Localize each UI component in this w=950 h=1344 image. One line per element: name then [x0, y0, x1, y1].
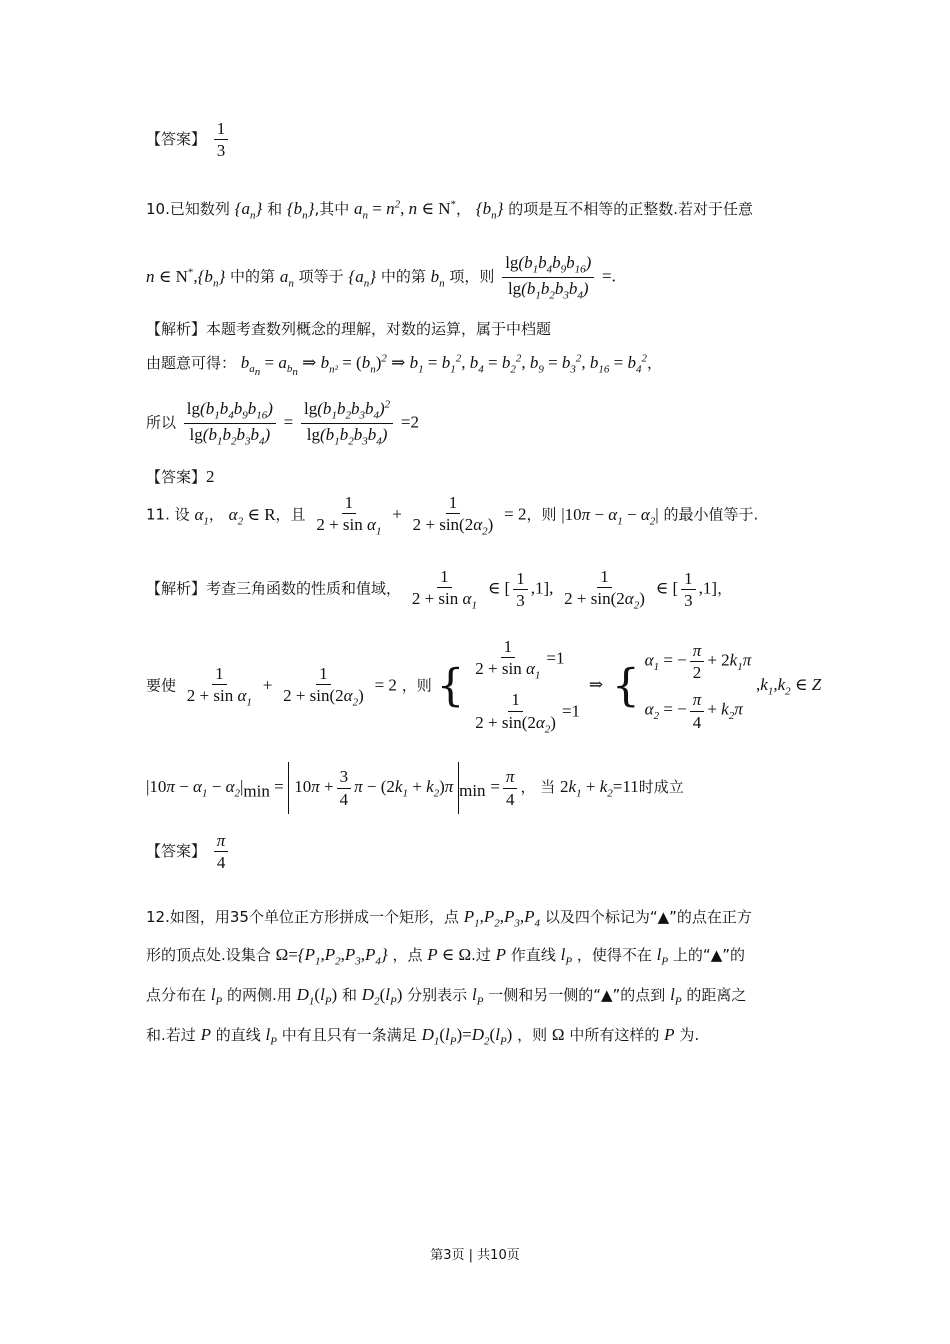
q11-system: 要使 $\frac{1}{2 + \sin \alpha_1}$ + $\frac{1}{2 + \sin(2\alpha_2)}$ = 2 ，则 { $\frac{1}{2 + \sin \alpha_1}$ =1 $\frac{1}{2 + \sin(2\alpha_2)}$ =1 ⇒ { $\alpha_1$ = − $\frac{\pi}{2}$ + $2k_1\pi$ $\alpha_2$ = − $\frac{\pi}{4}$ + $k_2\pi$ $,k_1,k_2$ ∈ Z — [146, 637, 822, 736]
answer-label: 【答案】 — [146, 129, 207, 148]
analysis-label: 【解析】 — [146, 320, 207, 338]
q10-analysis: 【解析】本题考查数列概念的理解，对数的运算，属于中档题 — [146, 320, 552, 338]
q12-line4: 和.若过 P 的直线 $l_P$ 中有且只有一条满足 $D_1(l_P)=D_2(l_P)$ ，则 Ω 中所有这样的 P 为. — [146, 1025, 700, 1048]
q11-answer: 【答案】 $\frac{\pi}{4}$ — [146, 830, 231, 874]
q10-derivation: 由题意可得： $b_{a_n} = a_{b_n}$ ⇒ $b_{n^2} = (b_n)^2$ ⇒ $b_1 = b_1^2$, $b_4 = b_2^2$, $b_9 = b_3^2$, $b_{16} = b_4^2$， — [146, 352, 663, 379]
q11-minimum: $|10\pi - \alpha_1 - \alpha_2|_{min} = 10\pi$ + $\frac{3}{4}$ $\pi - (2k_1 + k_2)\pi$ $_{min}$ = $\frac{\pi}{4}$ ， 当 $2k_1 + k_2=11$时成立 — [146, 762, 684, 814]
q12-line3: 点分布在 $l_P$ 的两侧.用 $D_1(l_P)$ 和 $D_2(l_P)$ 分别表示 $l_P$ 一侧和另一侧的“▲”的点到 $l_P$ 的距离之 — [146, 985, 747, 1008]
prev-answer — [146, 118, 231, 162]
q10-fraction: $\frac{\lg(b_1b_4b_9b_{16})}{\lg(b_1b_2b_3b_4)}$ — [502, 252, 594, 303]
q11-answer-fraction: $\frac{\pi}{4}$ — [214, 830, 229, 874]
q10-conclusion: 所以 $\frac{\lg(b_1b_4b_9b_{16})}{\lg(b_1b_2b_3b_4)}$ = $\frac{\lg(b_1b_2b_3b_4)^2}{\lg(b_1b_2b_3b_4)}$ =2 — [146, 398, 419, 448]
answer-fraction: $\frac{1}{3}$ — [214, 118, 229, 162]
q10-answer: 【答案】2 — [146, 467, 215, 486]
q12-line2: 形的顶点处.设集合 $\Omega=\{P_1,P_2,P_3,P_4\}$ ，点 P ∈ Ω.过 P 作直线 $l_P$ ，使得不在 $l_P$ 上的“▲”的 — [146, 945, 745, 968]
q11-analysis: 【解析】考查三角函数的性质和值域， $\frac{1}{2 + \sin \alpha_1}$ ∈ [ $\frac{1}{3}$ ,1], $\frac{1}{2 + \sin(2\alpha_2)}$ ∈ [ $\frac{1}{3}$ ,1]， — [146, 567, 733, 612]
q11-line1: 11. 设 $\alpha_1$， $\alpha_2$ ∈ R，且 $\frac{1}{2 + \sin \alpha_1}$ + $\frac{1}{2 + \sin(2\alpha_2)}$ = 2，则 $|10\pi - \alpha_1 - \alpha_2|$ 的最小值等于. — [146, 493, 759, 538]
page-footer: 第3页 | 共10页 — [430, 1248, 520, 1263]
q10-line1: 10.已知数列 $\{a_n\}$ 和 $\{b_n\}$,其中 $a_n = n^2$, n ∈ N*， $\{b_n\}$ 的项是互不相等的正整数.若对于任意 — [146, 198, 753, 222]
q12-line1: 12.如图，用35个单位正方形拼成一个矩形，点 $P_1,P_2,P_3,P_4$ 以及四个标记为“▲”的点在正方 — [146, 907, 752, 930]
q10-line2: n ∈ $N^*,\{b_n\}$ 中的第 $a_n$ 项等于 $\{a_n\}$ 中的第 $b_n$ 项，则 $\frac{\lg(b_1b_4b_9b_{16})}{\lg(b_1b_2b_3b_4)}$ =. — [146, 253, 616, 302]
